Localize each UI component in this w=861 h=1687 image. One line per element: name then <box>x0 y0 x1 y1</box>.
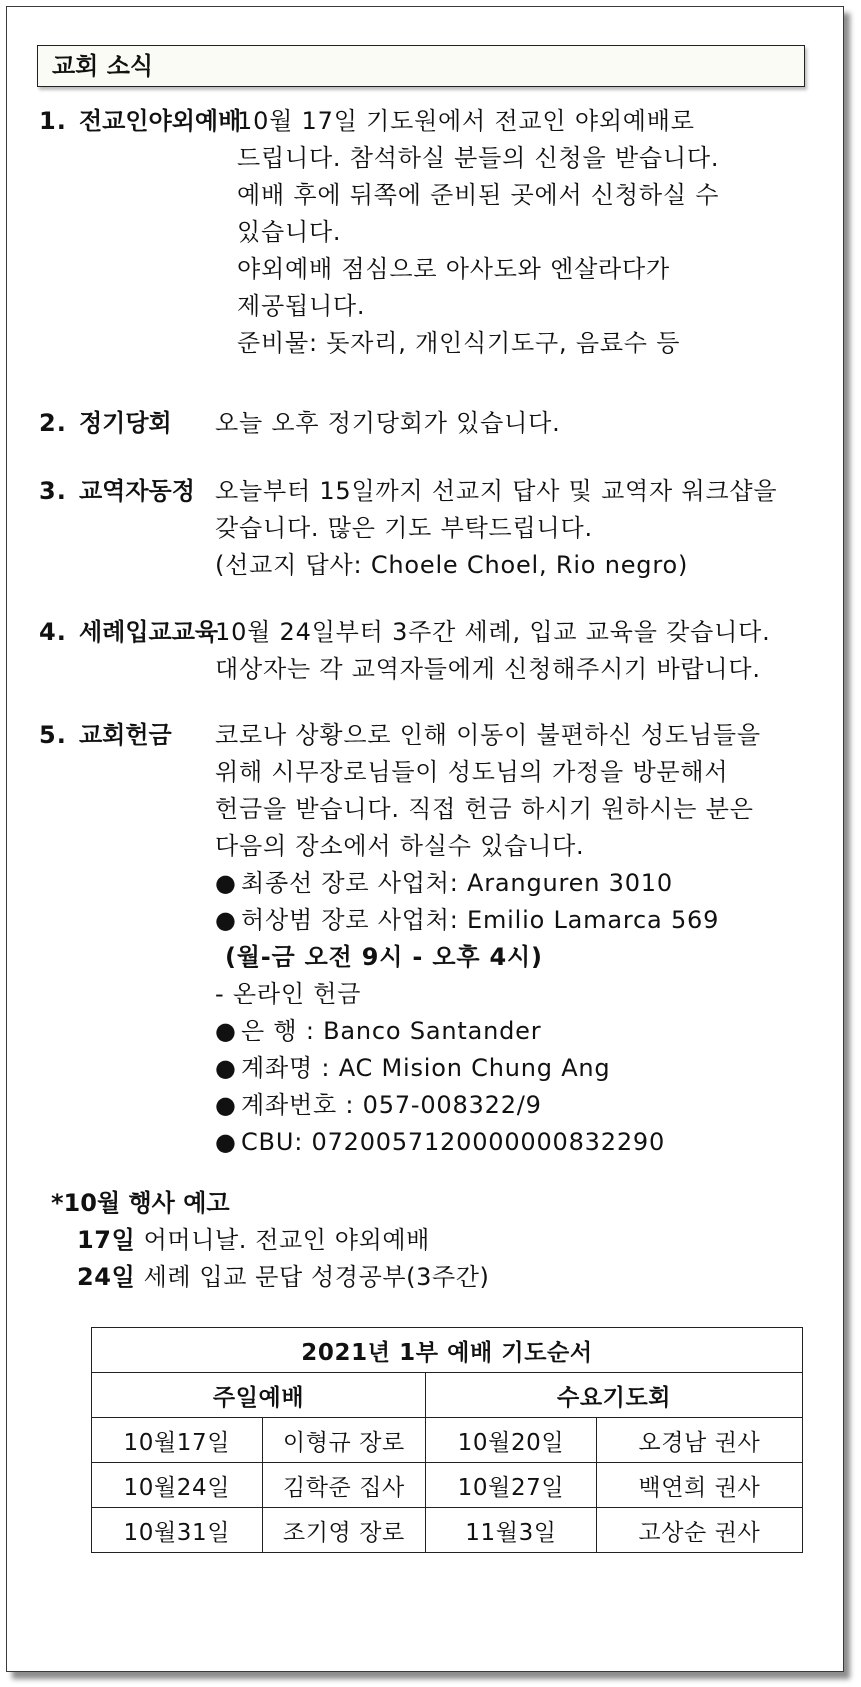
sunday-leader: 조기영 장로 <box>262 1508 426 1553</box>
office-hours: (월-금 오전 9시 - 오후 4시) <box>225 943 543 971</box>
item-title: 전교인야외예배 <box>79 107 242 135</box>
table-title: 2021년 1부 예배 기도순서 <box>92 1328 803 1373</box>
bullet-item <box>215 1050 761 1087</box>
event-row <box>51 1222 490 1259</box>
bullet-item <box>215 1013 761 1050</box>
body-line: 다음의 장소에서 하실수 있습니다. <box>215 832 585 860</box>
wednesday-date: 10월27일 <box>426 1463 597 1508</box>
event-date: 17일 <box>77 1226 136 1254</box>
item-title: 교역자동정 <box>79 477 195 505</box>
bulletin-page <box>6 6 844 1672</box>
item-title: 정기당회 <box>79 409 172 437</box>
bullet-item <box>215 1087 761 1124</box>
bullet-icon: ● <box>215 869 237 897</box>
event-date: 24일 <box>77 1263 136 1291</box>
wednesday-date: 10월20일 <box>426 1418 597 1463</box>
wednesday-date: 11월3일 <box>426 1508 597 1553</box>
bullet-icon: ● <box>215 1017 237 1045</box>
body-line: 드립니다. 참석하실 분들의 신청을 받습니다. <box>237 144 720 172</box>
item-title: 세례입교교육 <box>79 618 219 646</box>
item-title: 교회헌금 <box>79 721 172 749</box>
bullet-text: 계좌번호 : 057-008322/9 <box>241 1091 542 1119</box>
body-line: 코로나 상황으로 인해 이동이 불편하신 성도님들을 <box>215 721 761 749</box>
item-body <box>215 405 561 442</box>
bullet-text: 최종선 장로 사업처: Aranguren 3010 <box>241 869 673 897</box>
bullet-icon: ● <box>215 906 237 934</box>
body-line: (선교지 답사: Choele Choel, Rio negro) <box>215 551 689 579</box>
body-line: 준비물: 돗자리, 개인식기도구, 음료수 등 <box>237 329 681 357</box>
wednesday-leader: 백연희 권사 <box>596 1463 802 1508</box>
event-text: 세례 입교 문답 성경공부(3주간) <box>143 1263 490 1291</box>
sunday-leader: 이형규 장로 <box>262 1418 426 1463</box>
october-events <box>51 1185 490 1296</box>
events-title: *10월 행사 예고 <box>51 1189 230 1217</box>
body-line: 갖습니다. 많은 기도 부탁드립니다. <box>215 514 593 542</box>
event-text: 어머니날. 전교인 야외예배 <box>143 1226 430 1254</box>
body-line: 10월 17일 기도원에서 전교인 야외예배로 <box>237 107 695 135</box>
page-title: 교회 소식 <box>37 45 805 87</box>
sunday-date: 10월24일 <box>92 1463 263 1508</box>
bullet-item <box>215 902 761 939</box>
body-line: 위해 시무장로님들이 성도님의 가정을 방문해서 <box>215 758 729 786</box>
bullet-text: CBU: 0720057120000000832290 <box>241 1128 666 1156</box>
bullet-text: 허상범 장로 사업처: Emilio Lamarca 569 <box>241 906 720 934</box>
body-line: 예배 후에 뒤쪽에 준비된 곳에서 신청하실 수 <box>237 181 720 209</box>
item-body <box>215 717 761 1161</box>
item-number: 1. <box>39 107 67 135</box>
item-body <box>237 103 719 362</box>
item-number: 4. <box>39 618 67 646</box>
body-line: 있습니다. <box>237 218 342 246</box>
bullet-text: 계좌명 : AC Mision Chung Ang <box>241 1054 611 1082</box>
item-number: 5. <box>39 721 67 749</box>
prayer-order-table <box>91 1327 803 1553</box>
sunday-leader: 김학준 집사 <box>262 1463 426 1508</box>
body-line: 헌금을 받습니다. 직접 헌금 하시기 원하시는 분은 <box>215 795 754 823</box>
sunday-date: 10월31일 <box>92 1508 263 1553</box>
bullet-item <box>215 865 761 902</box>
sunday-date: 10월17일 <box>92 1418 263 1463</box>
body-line: 대상자는 각 교역자들에게 신청해주시기 바랍니다. <box>215 655 761 683</box>
bullet-icon: ● <box>215 1128 237 1156</box>
event-row <box>51 1259 490 1296</box>
item-body <box>215 473 777 584</box>
item-number: 2. <box>39 409 67 437</box>
column-header-wednesday: 수요기도회 <box>426 1373 803 1418</box>
bullet-icon: ● <box>215 1054 237 1082</box>
item-number: 3. <box>39 477 67 505</box>
column-header-sunday: 주일예배 <box>92 1373 426 1418</box>
bullet-text: 은 행 : Banco Santander <box>241 1017 542 1045</box>
bullet-icon: ● <box>215 1091 237 1119</box>
item-body <box>215 614 771 688</box>
table-row <box>92 1418 803 1463</box>
body-line: 오늘 오후 정기당회가 있습니다. <box>215 409 561 437</box>
online-offering-label: - 온라인 헌금 <box>215 980 362 1008</box>
wednesday-leader: 오경남 권사 <box>596 1418 802 1463</box>
body-line: 제공됩니다. <box>237 292 366 320</box>
table-row <box>92 1463 803 1508</box>
bullet-item <box>215 1124 761 1161</box>
table-row <box>92 1508 803 1553</box>
body-line: 야외예배 점심으로 아사도와 엔살라다가 <box>237 255 671 283</box>
wednesday-leader: 고상순 권사 <box>596 1508 802 1553</box>
body-line: 10월 24일부터 3주간 세례, 입교 교육을 갖습니다. <box>215 618 771 646</box>
body-line: 오늘부터 15일까지 선교지 답사 및 교역자 워크샵을 <box>215 477 778 505</box>
